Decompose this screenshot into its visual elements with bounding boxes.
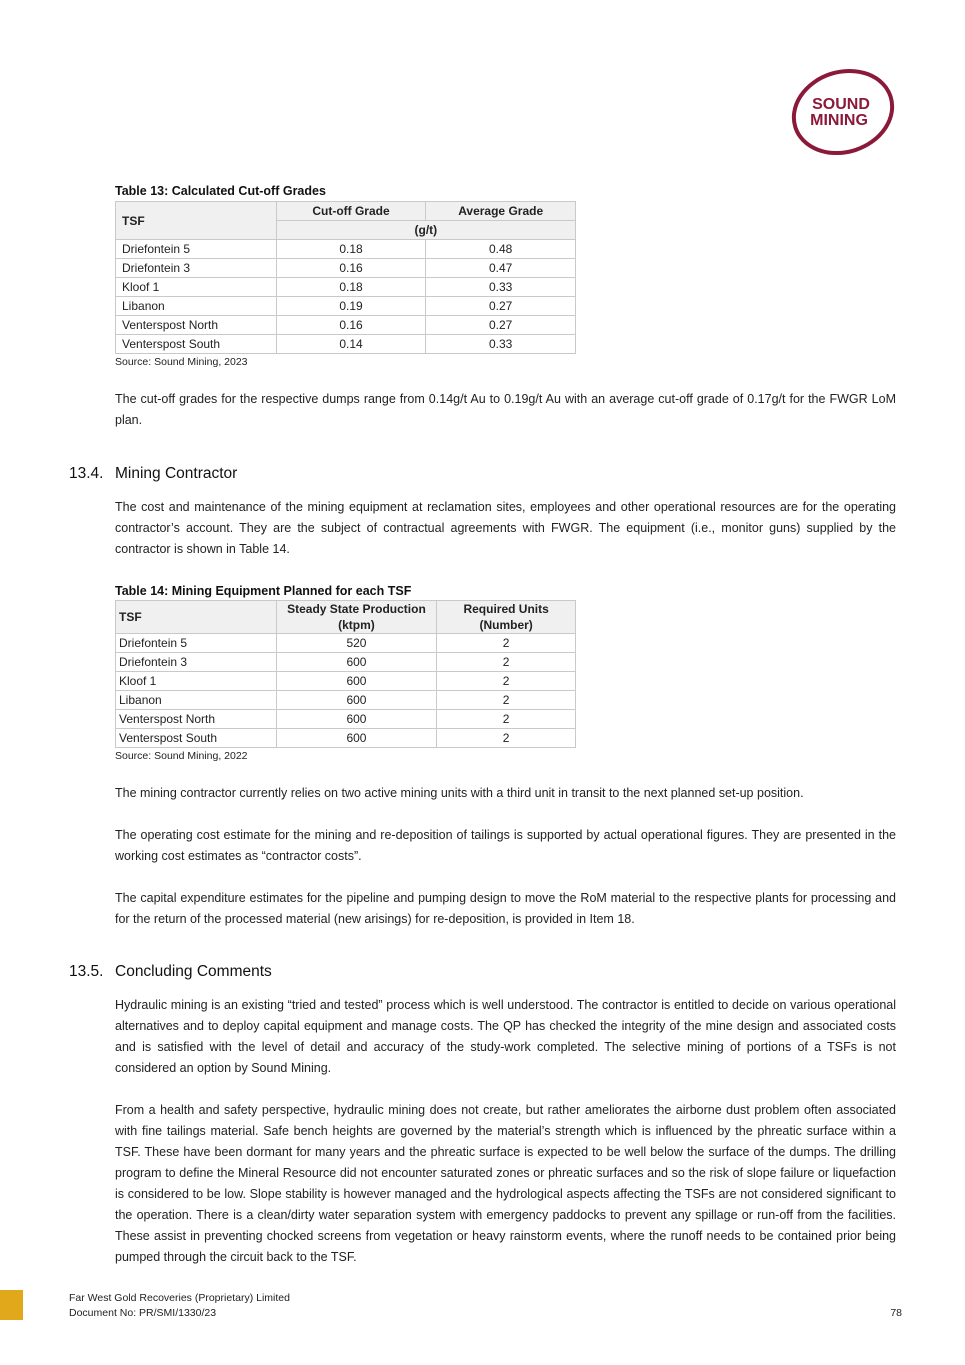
table14 [115, 600, 576, 748]
table-cell-average: 0.48 [426, 240, 576, 259]
table-row [116, 240, 576, 259]
table-cell-tsf: Driefontein 5 [116, 240, 277, 259]
table-row [116, 278, 576, 297]
table13-source: Source: Sound Mining, 2023 [115, 356, 248, 368]
table-cell-cutoff: 0.18 [276, 240, 426, 259]
footer-company-block [69, 1291, 290, 1321]
table-row [116, 335, 576, 354]
table14-source: Source: Sound Mining, 2022 [115, 750, 248, 762]
table14-header-tsf: TSF [116, 601, 277, 634]
table14-header-units [437, 601, 576, 634]
table-cell-tsf: Driefontein 3 [116, 653, 277, 672]
table-cell-average: 0.33 [426, 335, 576, 354]
table-cell-units: 2 [437, 672, 576, 691]
logo-text-line1: SOUND [812, 96, 870, 113]
paragraph-capital-expenditure: The capital expenditure estimates for the pipeline and pumping design to move the RoM material to the respective plants for processing and for the return of the processed material (new arisings) for re-deposition, is provided in Item 18. [115, 891, 896, 926]
table-cell-tsf: Venterspost South [116, 335, 277, 354]
table-cell-units: 2 [437, 691, 576, 710]
table-cell-average: 0.27 [426, 297, 576, 316]
table14-header-units-line2: (Number) [479, 618, 533, 632]
section-title: Concluding Comments [115, 963, 272, 980]
page-number: 78 [890, 1307, 902, 1319]
table-row [116, 634, 576, 653]
table14-header-production-line2: (ktpm) [338, 618, 375, 632]
table-cell-tsf: Libanon [116, 297, 277, 316]
paragraph-cutoff-grades: The cut-off grades for the respective dumps range from 0.14g/t Au to 0.19g/t Au with an average cut-off grade of 0.17g/t for the FWGR LoM plan. [115, 392, 896, 427]
table-row [116, 672, 576, 691]
table-cell-average: 0.47 [426, 259, 576, 278]
table-cell-average: 0.27 [426, 316, 576, 335]
table14-caption: Table 14: Mining Equipment Planned for each TSF [115, 584, 412, 598]
table-cell-tsf: Venterspost North [116, 316, 277, 335]
sound-mining-logo [786, 66, 900, 158]
table-cell-tsf: Venterspost South [116, 729, 277, 748]
table13-header-cutoff: Cut-off Grade [276, 202, 426, 221]
table-row [116, 297, 576, 316]
table-cell-cutoff: 0.18 [276, 278, 426, 297]
table-cell-tsf: Kloof 1 [116, 672, 277, 691]
footer-color-tab [0, 1290, 23, 1320]
table-cell-production: 600 [276, 729, 437, 748]
table14-header-production [276, 601, 437, 634]
table-cell-cutoff: 0.16 [276, 259, 426, 278]
table-cell-tsf: Libanon [116, 691, 277, 710]
paragraph-concluding-1: Hydraulic mining is an existing “tried and tested” process which is well understood. The contractor is entitled to decide on various operational alternatives and to deploy capital equipment and manage costs. The QP has checked the integrity of the mine design and associated costs and is satisfied with the level of detail and accuracy of the study-work completed. The selective mining of portions of a TSFs is not considered an option by Sound Mining. [115, 998, 896, 1075]
table-row [116, 710, 576, 729]
table-cell-production: 520 [276, 634, 437, 653]
table-cell-production: 600 [276, 710, 437, 729]
table14-header-production-line1: Steady State Production [287, 602, 426, 616]
table-cell-units: 2 [437, 634, 576, 653]
table14-header-units-line1: Required Units [463, 602, 549, 616]
table-row [116, 653, 576, 672]
table-cell-cutoff: 0.16 [276, 316, 426, 335]
table-row [116, 316, 576, 335]
table13 [115, 201, 576, 354]
table-cell-production: 600 [276, 653, 437, 672]
table-cell-units: 2 [437, 729, 576, 748]
paragraph-mining-units: The mining contractor currently relies on two active mining units with a third unit in transit to the next planned set-up position. [115, 786, 804, 800]
section-number: 13.5. [69, 963, 104, 980]
table-cell-tsf: Driefontein 5 [116, 634, 277, 653]
table-cell-production: 600 [276, 691, 437, 710]
section-number: 13.4. [69, 465, 104, 482]
paragraph-operating-cost: The operating cost estimate for the mining and re-deposition of tailings is supported by actual operational figures. They are presented in the working cost estimates as “contractor costs”. [115, 828, 896, 863]
table-cell-cutoff: 0.19 [276, 297, 426, 316]
table13-caption: Table 13: Calculated Cut-off Grades [115, 184, 326, 198]
table-cell-average: 0.33 [426, 278, 576, 297]
footer-company: Far West Gold Recoveries (Proprietary) Limited [69, 1292, 290, 1304]
table-cell-tsf: Venterspost North [116, 710, 277, 729]
table-row [116, 691, 576, 710]
table-cell-tsf: Driefontein 3 [116, 259, 277, 278]
logo-text-line2: MINING [810, 112, 868, 129]
paragraph-contractor: The cost and maintenance of the mining equipment at reclamation sites, employees and other operational resources are for the operating contractor’s account. They are the subject of contractual agreements with FWGR. The equipment (i.e., monitor guns) supplied by the contractor is shown in Table 14. [115, 500, 896, 556]
table-cell-units: 2 [437, 653, 576, 672]
table-row [116, 729, 576, 748]
table13-header-tsf: TSF [116, 202, 277, 240]
section-heading-13-5 [69, 963, 272, 981]
table13-header-unit: (g/t) [276, 221, 575, 240]
table-cell-cutoff: 0.14 [276, 335, 426, 354]
section-title: Mining Contractor [115, 465, 238, 482]
table-row [116, 259, 576, 278]
table13-header-average: Average Grade [426, 202, 576, 221]
section-heading-13-4 [69, 465, 237, 483]
table-cell-units: 2 [437, 710, 576, 729]
footer-document-number: Document No: PR/SMI/1330/23 [69, 1307, 217, 1319]
paragraph-concluding-2: From a health and safety perspective, hydraulic mining does not create, but rather ameliorates the airborne dust problem often associated with fine tailings material. Safe bench heights are governed by the material’s strength which is influenced by the phreatic surface within a TSF. These have been dormant for many years and the phreatic surface is expected to be well below the surface of the dumps. The drilling program to define the Mineral Resource did not encounter saturated zones or phreatic surfaces and so the risk of slope failure or liquefaction is considered to be low. Slope stability is however managed and the hydrological aspects affecting the TSFs are not considered significant to the operation. There is a clean/dirty water separation system with emergency paddocks to prevent any spillage or run-off from the facilities. These assist in preventing chocked screens from vegetation or heavy rainstorm events, where the runoff needs to be contained prior being pumped through the circuit back to the TSF. [115, 1103, 896, 1264]
table-cell-production: 600 [276, 672, 437, 691]
table-cell-tsf: Kloof 1 [116, 278, 277, 297]
